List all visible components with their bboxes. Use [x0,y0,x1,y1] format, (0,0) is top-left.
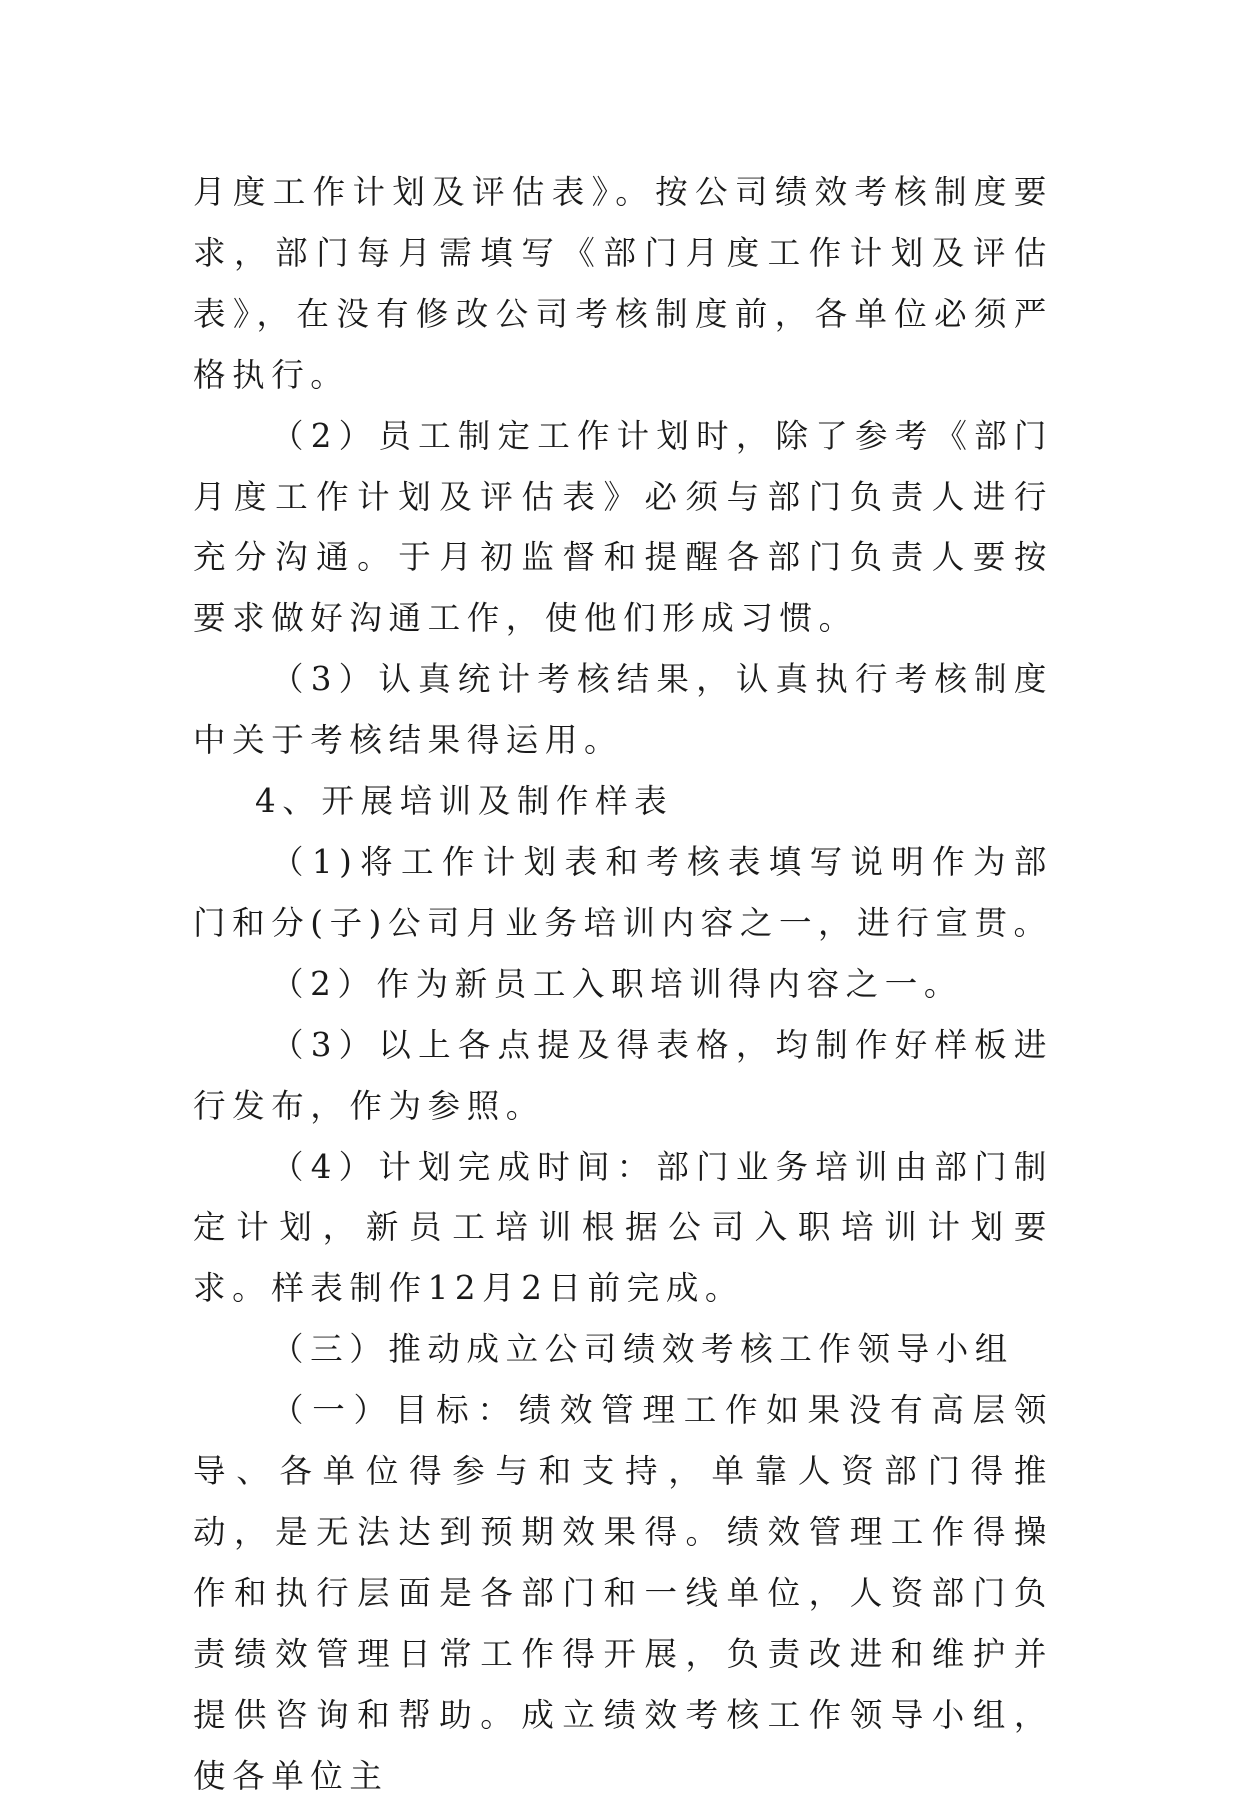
paragraph-5: （1)将工作计划表和考核表填写说明作为部门和分(子)公司月业务培训内容之一，进行宣贯。 [193,842,1053,942]
paragraph-6: （2）作为新员工入职培训得内容之一。 [271,964,963,1003]
paragraph-7: （3）以上各点提及得表格，均制作好样板进行发布，作为参照。 [193,1025,1053,1125]
section-heading-3: （三）推动成立公司绩效考核工作领导小组 [271,1330,1014,1369]
paragraph-2: （2）员工制定工作计划时，除了参考《部门月度工作计划及评估表》必须与部门负责人进行充分沟通。于月初监督和提醒各部门负责人要按要求做好沟通工作，使他们形成习惯。 [193,416,1053,638]
paragraph-1: 月度工作计划及评估表》。按公司绩效考核制度要求，部门每月需填写《部门月度工作计划及评估表》，在没有修改公司考核制度前，各单位必须严格执行。 [193,173,1053,394]
paragraph-8: （4）计划完成时间：部门业务培训由部门制定计划，新员工培训根据公司入职培训计划要求。样表制作12月2日前完成。 [193,1147,1053,1308]
paragraph-3: （3）认真统计考核结果，认真执行考核制度中关于考核结果得运用。 [193,660,1053,760]
paragraph-10: （一）目标：绩效管理工作如果没有高层领导、各单位得参与和支持，单靠人资部门得推动，是无法达到预期效果得。绩效管理工作得操作和执行层面是各部门和一线单位，人资部门负责绩效管理日常工作得开展，负责改进和维护并提供咨询和帮助。成立绩效考核工作领导小组，使各单位主 [193,1391,1053,1795]
document-body [193,162,1053,1806]
section-heading-4: 4、开展培训及制作样表 [255,782,674,821]
